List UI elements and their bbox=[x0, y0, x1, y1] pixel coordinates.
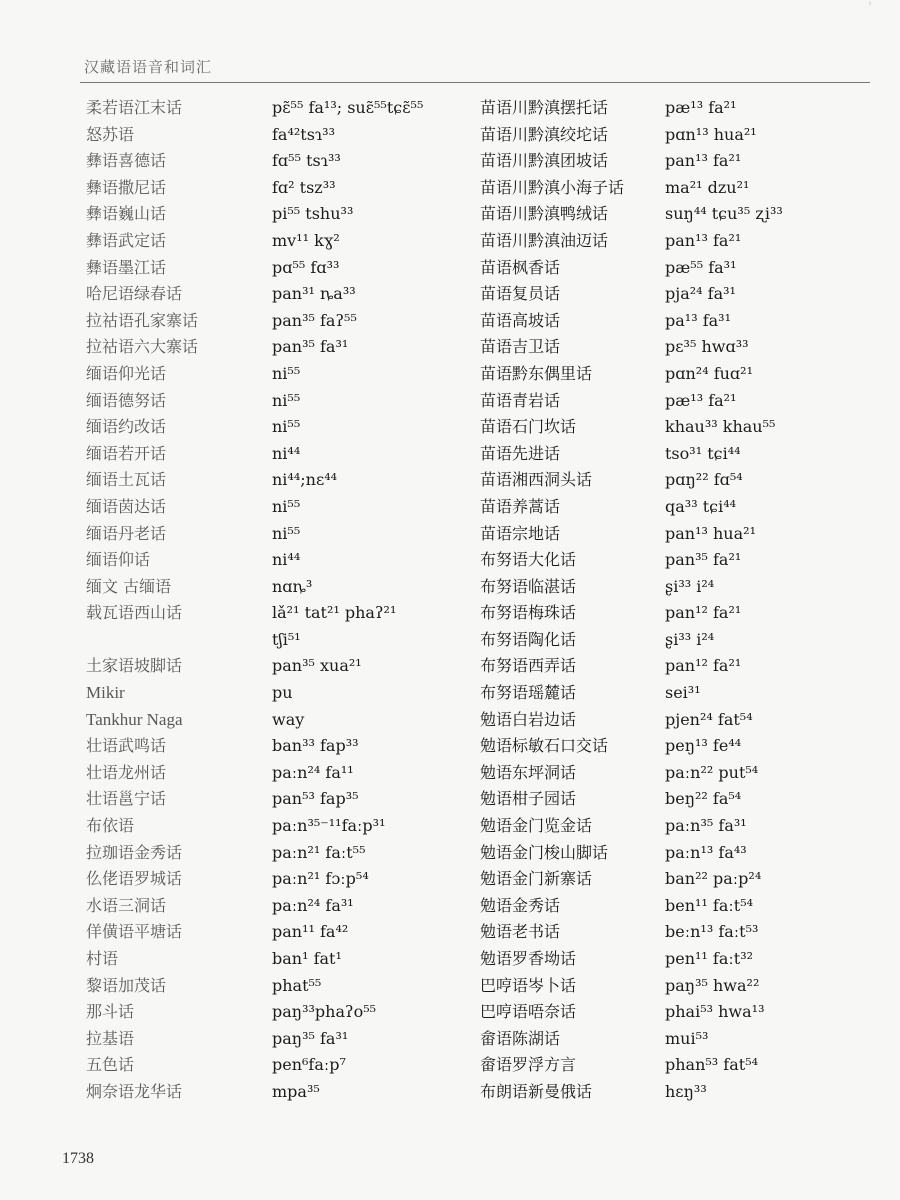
table-row bbox=[0, 414, 900, 441]
table-row bbox=[0, 255, 900, 282]
left-word-form: paːn²⁴ fa¹¹ bbox=[272, 762, 354, 782]
left-word-form: nɑȵ³ bbox=[272, 576, 313, 596]
right-language: 苗语川黔滇鸭绒话 bbox=[480, 204, 609, 224]
left-language: 布依语 bbox=[86, 816, 135, 836]
left-language: 壮语龙州话 bbox=[86, 762, 167, 782]
left-language: 缅语约改话 bbox=[86, 417, 167, 437]
left-language: 黎语加茂话 bbox=[86, 975, 167, 995]
left-word-form: fɑ² tsz³³ bbox=[272, 177, 336, 197]
left-language: 彝语喜德话 bbox=[86, 151, 167, 171]
right-word-form: qa³³ tɕi⁴⁴ bbox=[665, 496, 737, 516]
left-word-form: mpa³⁵ bbox=[272, 1081, 320, 1101]
left-word-form: way bbox=[272, 709, 305, 729]
right-language: 勉语罗香坳话 bbox=[480, 949, 577, 968]
right-language: 勉语金秀话 bbox=[480, 895, 561, 915]
right-word-form: pan¹³ fa²¹ bbox=[665, 151, 742, 171]
right-language: 苗语枫香话 bbox=[480, 257, 561, 277]
right-language: 布努语瑶麓话 bbox=[480, 683, 577, 703]
right-language: 勉语柑子园话 bbox=[480, 789, 577, 809]
right-word-form: ben¹¹ faːt⁵⁴ bbox=[665, 895, 754, 915]
left-language: 柔若语江末话 bbox=[86, 98, 183, 117]
left-word-form: pen⁶faːp⁷ bbox=[272, 1055, 346, 1075]
left-word-form: pi⁵⁵ tshu³³ bbox=[272, 204, 354, 224]
table-row bbox=[0, 201, 900, 228]
left-word-form: ni⁵⁵ bbox=[272, 523, 301, 543]
table-row bbox=[0, 919, 900, 946]
left-language: 五色话 bbox=[86, 1055, 135, 1075]
right-language: 苗语养蒿话 bbox=[480, 496, 561, 516]
left-language: 缅语仰话 bbox=[86, 550, 151, 570]
left-language: 哈尼语绿春话 bbox=[86, 284, 183, 304]
left-language: 拉珈语金秀话 bbox=[86, 842, 183, 862]
table-row bbox=[0, 308, 900, 335]
right-language: 布努语大化话 bbox=[480, 550, 577, 570]
table-row bbox=[0, 388, 900, 415]
right-word-form: paːn³⁵ fa³¹ bbox=[665, 816, 747, 836]
right-language: 苗语川黔滇团坡话 bbox=[480, 151, 609, 171]
table-row bbox=[0, 653, 900, 680]
table-row bbox=[0, 707, 900, 734]
left-language: 拉祜语孔家寨话 bbox=[86, 310, 199, 330]
left-word-form: lǎ²¹ tat²¹ phaʔ²¹ bbox=[272, 603, 397, 623]
edge-mark: ' bbox=[868, 0, 872, 16]
right-word-form: pɛ³⁵ hwɑ³³ bbox=[665, 337, 749, 357]
right-word-form: pæ¹³ fa²¹ bbox=[665, 390, 737, 410]
right-word-form: pja²⁴ fa³¹ bbox=[665, 284, 736, 304]
left-language: 缅语仰光话 bbox=[86, 363, 167, 383]
table-row bbox=[0, 574, 900, 601]
left-language: 彝语武定话 bbox=[86, 230, 167, 250]
right-language: 勉语白岩边话 bbox=[480, 709, 577, 729]
right-word-form: ma²¹ dzu²¹ bbox=[665, 177, 750, 197]
left-language: 佯僙语平塘话 bbox=[86, 922, 183, 942]
left-word-form: paːn²⁴ fa³¹ bbox=[272, 895, 354, 915]
table-row bbox=[0, 627, 900, 654]
left-language: 缅文 古缅语 bbox=[86, 576, 172, 596]
left-word-form: pan³⁵ fa³¹ bbox=[272, 337, 349, 357]
right-language: 苗语高坡话 bbox=[480, 310, 561, 330]
right-language: 畲语陈湖话 bbox=[480, 1028, 561, 1048]
right-word-form: ʂi³³ i²⁴ bbox=[665, 576, 715, 596]
right-language: 苗语黔东偶里话 bbox=[480, 363, 593, 383]
right-language: 苗语吉卫话 bbox=[480, 337, 561, 357]
right-word-form: sei³¹ bbox=[665, 683, 701, 703]
right-word-form: pen¹¹ faːt³² bbox=[665, 949, 754, 968]
right-language: 巴哼语岑卜话 bbox=[480, 975, 577, 995]
left-language: 水语三洞话 bbox=[86, 895, 167, 915]
right-language: 苗语川黔滇绞坨话 bbox=[480, 124, 609, 144]
right-language: 苗语先进话 bbox=[480, 443, 561, 463]
right-language: 布努语临湛话 bbox=[480, 576, 577, 596]
table-row bbox=[0, 95, 900, 122]
right-word-form: pan¹³ hua²¹ bbox=[665, 523, 756, 543]
left-word-form: fa⁴²tsɿ³³ bbox=[272, 124, 335, 144]
right-word-form: pan¹² fa²¹ bbox=[665, 656, 742, 676]
right-language: 苗语复员话 bbox=[480, 284, 561, 304]
right-language: 勉语东坪洞话 bbox=[480, 762, 577, 782]
right-word-form: pɑn¹³ hua²¹ bbox=[665, 124, 757, 144]
right-language: 勉语老书话 bbox=[480, 922, 561, 942]
left-word-form: ban³³ fap³³ bbox=[272, 736, 359, 756]
left-word-form: ban¹ fat¹ bbox=[272, 949, 342, 968]
right-word-form: tso³¹ tɕi⁴⁴ bbox=[665, 443, 741, 463]
left-word-form: pan³¹ ȵa³³ bbox=[272, 284, 356, 304]
left-word-form: pɛ̃⁵⁵ fa¹³; suɛ̃⁵⁵tɕɛ̃⁵⁵ bbox=[272, 98, 424, 117]
page-number: 1738 bbox=[62, 1150, 94, 1167]
left-language: 彝语墨江话 bbox=[86, 257, 167, 277]
left-word-form: ni⁵⁵ bbox=[272, 390, 301, 410]
right-word-form: peŋ¹³ fe⁴⁴ bbox=[665, 736, 742, 756]
right-word-form: suŋ⁴⁴ tɕu³⁵ ʐi³³ bbox=[665, 204, 783, 224]
left-language: 怒苏语 bbox=[86, 124, 135, 144]
header-rule bbox=[80, 82, 870, 83]
right-word-form: pɑn²⁴ fuɑ²¹ bbox=[665, 363, 753, 383]
table-row bbox=[0, 680, 900, 707]
right-word-form: paːn²² put⁵⁴ bbox=[665, 762, 759, 782]
left-language: Tankhur Naga bbox=[86, 709, 183, 729]
right-language: 勉语标敏石口交话 bbox=[480, 736, 609, 756]
left-word-form: paːn²¹ fɔːp⁵⁴ bbox=[272, 869, 369, 889]
right-word-form: hɛŋ³³ bbox=[665, 1081, 707, 1101]
left-language: 炯奈语龙华话 bbox=[86, 1081, 183, 1101]
table-row bbox=[0, 946, 900, 973]
table-row bbox=[0, 813, 900, 840]
right-word-form: pæ¹³ fa²¹ bbox=[665, 98, 737, 117]
right-language: 苗语川黔滇油迈话 bbox=[480, 230, 609, 250]
table-row bbox=[0, 1026, 900, 1053]
table-row bbox=[0, 441, 900, 468]
left-word-form: pan¹¹ fa⁴² bbox=[272, 922, 349, 942]
right-word-form: pæ⁵⁵ fa³¹ bbox=[665, 257, 737, 277]
table-row bbox=[0, 228, 900, 255]
left-word-form: paŋ³³phaʔo⁵⁵ bbox=[272, 1002, 377, 1022]
table-row bbox=[0, 733, 900, 760]
table-row bbox=[0, 521, 900, 548]
right-language: 苗语湘西洞头话 bbox=[480, 470, 593, 490]
table-row bbox=[0, 999, 900, 1026]
left-word-form: pan³⁵ xua²¹ bbox=[272, 656, 362, 676]
left-language: 缅语土瓦话 bbox=[86, 470, 167, 490]
left-language: 载瓦语西山话 bbox=[86, 603, 183, 623]
right-word-form: ʂi³³ i²⁴ bbox=[665, 629, 715, 649]
table-row bbox=[0, 786, 900, 813]
right-word-form: pan¹³ fa²¹ bbox=[665, 230, 742, 250]
left-language: 缅语若开话 bbox=[86, 443, 167, 463]
table-row bbox=[0, 1052, 900, 1079]
table-row bbox=[0, 760, 900, 787]
table-row bbox=[0, 148, 900, 175]
left-word-form: paːn²¹ faːt⁵⁵ bbox=[272, 842, 366, 862]
right-word-form: paːn¹³ fa⁴³ bbox=[665, 842, 747, 862]
left-language: 壮语武鸣话 bbox=[86, 736, 167, 756]
right-language: 苗语川黔滇小海子话 bbox=[480, 177, 625, 197]
left-language: 缅语丹老话 bbox=[86, 523, 167, 543]
right-language: 布努语梅珠话 bbox=[480, 603, 577, 623]
left-word-form: paːn³⁵⁻¹¹faːp³¹ bbox=[272, 816, 386, 836]
right-language: 畲语罗浮方言 bbox=[480, 1055, 577, 1075]
left-language: 那斗话 bbox=[86, 1002, 135, 1022]
right-word-form: pa¹³ fa³¹ bbox=[665, 310, 731, 330]
left-word-form: pan⁵³ fap³⁵ bbox=[272, 789, 359, 809]
left-word-form: phat⁵⁵ bbox=[272, 975, 322, 995]
right-language: 勉语金门新寨话 bbox=[480, 869, 593, 889]
right-language: 布朗语新曼俄话 bbox=[480, 1081, 593, 1101]
left-language: 缅语茵达话 bbox=[86, 496, 167, 516]
word-table bbox=[0, 95, 900, 1106]
left-word-form: ni⁵⁵ bbox=[272, 363, 301, 383]
table-row bbox=[0, 361, 900, 388]
right-word-form: pan¹² fa²¹ bbox=[665, 603, 742, 623]
table-row bbox=[0, 973, 900, 1000]
left-word-form: pu bbox=[272, 683, 293, 703]
right-word-form: mui⁵³ bbox=[665, 1028, 709, 1048]
right-language: 巴哼语唔奈话 bbox=[480, 1002, 577, 1022]
right-word-form: pan³⁵ fa²¹ bbox=[665, 550, 742, 570]
right-word-form: beːn¹³ faːt⁵³ bbox=[665, 922, 759, 942]
left-language: Mikir bbox=[86, 683, 125, 703]
left-word-form: tʃi⁵¹ bbox=[272, 629, 301, 649]
table-row bbox=[0, 334, 900, 361]
running-header: 汉藏语语音和词汇 bbox=[84, 58, 213, 76]
left-word-form: ni⁵⁵ bbox=[272, 417, 301, 437]
left-language: 拉祜语六大寨话 bbox=[86, 337, 199, 357]
table-row bbox=[0, 1079, 900, 1106]
left-language: 土家语坡脚话 bbox=[86, 656, 183, 676]
table-row bbox=[0, 494, 900, 521]
right-language: 苗语青岩话 bbox=[480, 390, 561, 410]
table-row bbox=[0, 467, 900, 494]
left-word-form: mv¹¹ kɣ² bbox=[272, 230, 340, 250]
table-row bbox=[0, 175, 900, 202]
table-row bbox=[0, 547, 900, 574]
left-word-form: fɑ⁵⁵ tsɿ³³ bbox=[272, 151, 341, 171]
left-language: 彝语巍山话 bbox=[86, 204, 167, 224]
right-word-form: beŋ²² fa⁵⁴ bbox=[665, 789, 742, 809]
right-word-form: paŋ³⁵ hwa²² bbox=[665, 975, 760, 995]
left-word-form: paŋ³⁵ fa³¹ bbox=[272, 1028, 349, 1048]
left-word-form: ni⁴⁴ bbox=[272, 443, 301, 463]
left-word-form: pɑ⁵⁵ fɑ³³ bbox=[272, 257, 340, 277]
right-language: 勉语金门览金话 bbox=[480, 816, 593, 836]
left-word-form: ni⁴⁴ bbox=[272, 550, 301, 570]
table-row bbox=[0, 893, 900, 920]
left-language: 壮语邕宁话 bbox=[86, 789, 167, 809]
right-language: 布努语陶化话 bbox=[480, 629, 577, 649]
right-language: 布努语西弄话 bbox=[480, 656, 577, 676]
right-language: 勉语金门梭山脚话 bbox=[480, 842, 609, 862]
left-language: 缅语德努话 bbox=[86, 390, 167, 410]
right-language: 苗语石门坎话 bbox=[480, 417, 577, 437]
right-word-form: phai⁵³ hwa¹³ bbox=[665, 1002, 765, 1022]
left-word-form: ni⁵⁵ bbox=[272, 496, 301, 516]
right-language: 苗语川黔滇摆托话 bbox=[480, 98, 609, 117]
right-word-form: pjen²⁴ fat⁵⁴ bbox=[665, 709, 753, 729]
right-word-form: pɑŋ²² fɑ⁵⁴ bbox=[665, 470, 743, 490]
right-word-form: ban²² paːp²⁴ bbox=[665, 869, 762, 889]
left-word-form: ni⁴⁴;nɛ⁴⁴ bbox=[272, 470, 338, 490]
left-word-form: pan³⁵ faʔ⁵⁵ bbox=[272, 310, 357, 330]
table-row bbox=[0, 866, 900, 893]
table-row bbox=[0, 122, 900, 149]
right-word-form: khau³³ khau⁵⁵ bbox=[665, 417, 776, 437]
table-row bbox=[0, 281, 900, 308]
left-language: 村语 bbox=[86, 949, 119, 968]
left-language: 彝语撒尼话 bbox=[86, 177, 167, 197]
right-language: 苗语宗地话 bbox=[480, 523, 561, 543]
right-word-form: phan⁵³ fat⁵⁴ bbox=[665, 1055, 759, 1075]
left-language: 仫佬语罗城话 bbox=[86, 869, 183, 889]
table-row bbox=[0, 600, 900, 627]
left-language: 拉基语 bbox=[86, 1028, 135, 1048]
table-row bbox=[0, 840, 900, 867]
